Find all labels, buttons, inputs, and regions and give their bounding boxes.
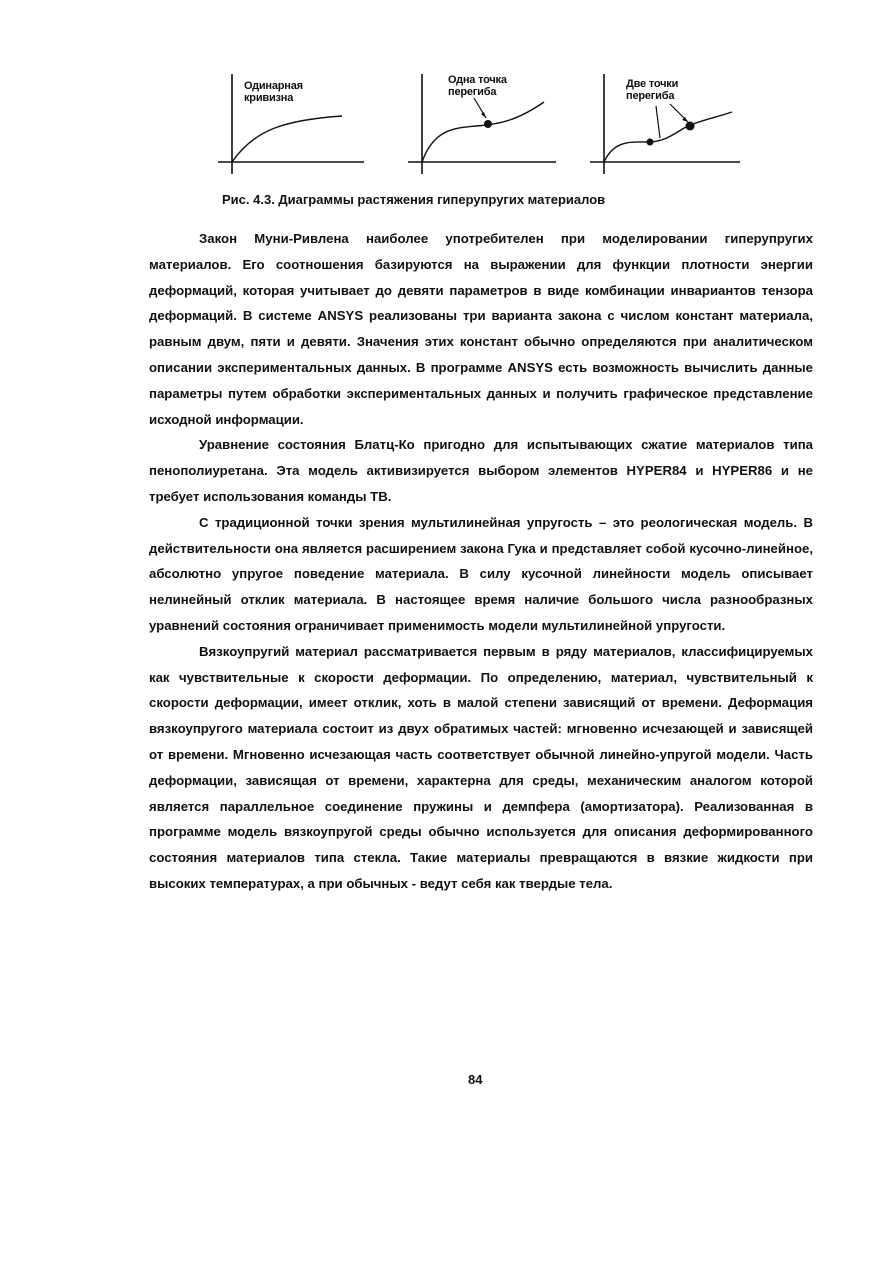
paragraph-blatz-ko: Уравнение состояния Блатц-Ко пригодно для испытывающих сжатие материалов типа пенополиуретана. Эта модель активизируется выбором элементов HYPER84 и HYPER86 и не требует использования команды TB. — [149, 437, 813, 504]
panel2-label-line1: Одна точка — [448, 74, 507, 86]
page-number: 84 — [468, 1072, 483, 1087]
inflection-point-marker — [484, 120, 492, 128]
panel1-label-line2: кривизна — [244, 92, 294, 104]
diagram-one-inflection — [406, 70, 566, 180]
body-text — [149, 226, 813, 897]
figure-stress-strain-diagrams — [214, 70, 754, 180]
panel2-label-line2: перегиба — [448, 86, 497, 98]
paragraph-mooney-rivlin: Закон Муни-Ривлена наиболее употребителен при моделировании гиперупругих материалов. Его соотношения базируются на выражении для функции плотности энергии деформаций, которая учитывает до девяти параметров в виде комбинации инвариантов тензора деформаций. В системе ANSYS реализованы три варианта закона с числом констант материала, равным двум, пяти и девяти. Значения этих констант обычно определяются при аналитическом описании экспериментальных данных. В программе ANSYS есть возможность вычислить данные параметры путем обработки экспериментальных данных и получить графическое представление исходной информации. — [149, 231, 813, 427]
figure-caption: Рис. 4.3. Диаграммы растяжения гиперупругих материалов — [222, 192, 606, 207]
diagram-single-curvature — [214, 70, 374, 180]
inflection-point-marker-2 — [686, 122, 695, 131]
panel3-label-line1: Две точки — [626, 78, 679, 90]
panel3-label-line2: перегиба — [626, 90, 675, 102]
panel1-label-line1: Одинарная — [244, 80, 303, 92]
paragraph-viscoelastic: Вязкоупругий материал рассматривается первым в ряду материалов, классифицируемых как чувствительные к скорости деформации. По определению, материал, чувствительный к скорости деформации, имеет отклик, хоть в малой степени зависящий от времени. Деформация вязкоупругого материала состоит из двух обратимых частей: мгновенно исчезающей и зависящей от времени. Мгновенно исчезающая часть соответствует обычной линейно-упругой модели. Часть деформации, зависящая от времени, характерна для среды, механическим аналогом которой является параллельное соединение пружины и демпфера (амортизатора). Реализованная в программе модель вязкоупругой среды обычно используется для описания деформированного состояния материалов типа стекла. Такие материалы превращаются в вязкие жидкости при высоких температурах, а при обычных - ведут себя как твердые тела. — [149, 643, 813, 891]
inflection-point-marker-1 — [647, 139, 654, 146]
diagram-two-inflections — [586, 70, 746, 180]
paragraph-multilinear-elasticity: С традиционной точки зрения мультилинейная упругость – это реологическая модель. В действительности она является расширением закона Гука и представляет собой кусочно-линейное, абсолютно упругое поведение материала. В силу кусочной линейности модель описывает нелинейный отклик материала. В настоящее время наличие большого числа разнообразных уравнений состояния ограничивает применимость модели мультилинейной упругости. — [149, 514, 813, 633]
